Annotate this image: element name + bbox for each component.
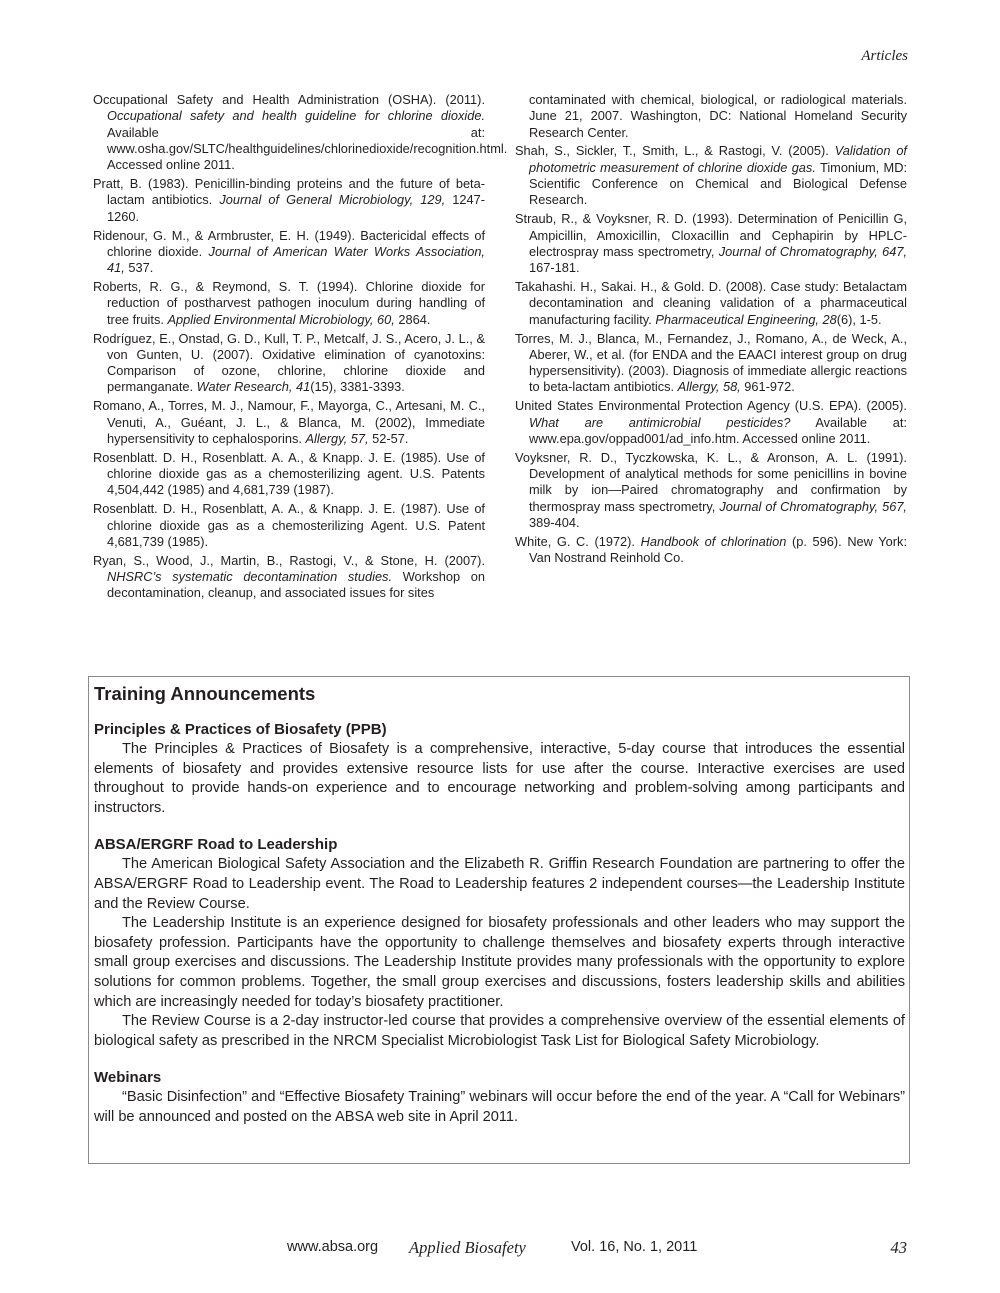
page-number: 43 [890, 1238, 907, 1257]
leadership-heading: ABSA/ERGRF Road to Leadership [94, 836, 338, 854]
section-label: Articles [861, 48, 908, 64]
leadership-paragraph-2: The Leadership Institute is an experience designed for biosafety professionals and other leaders who may support the biosafety profession. Participants have the opportunity to challenge themselves and biosafety experts through interactive small group exercises and discussions. The Leadership Institute provides many professionals with the opportunity to explore solutions for common problems. Together, the small group exercises and discussions, fosters leadership skills and abilities which are increasingly needed for today’s biosafety practitioner. [94, 915, 905, 1010]
webinars-section [94, 1068, 905, 1127]
footer-journal-title: Applied Biosafety [409, 1238, 526, 1257]
reference-item: Rosenblatt. D. H., Rosenblatt, A. A., & Knapp. J. E. (1987). Use of chlorine dioxide gas as a chemosterilizing Agent. U.S. Patent 4,681,739 (1985). [93, 501, 485, 549]
reference-item: Rosenblatt. D. H., Rosenblatt. A. A., & Knapp. J. E. (1985). Use of chlorine dioxide gas as a chemosterilizing agent. U.S. Patents 4,504,442 (1985) and 4,681,739 (1987). [93, 449, 485, 498]
references-right-column [515, 92, 907, 569]
reference-item: Torres, M. J., Blanca, M., Fernandez, J., Romano, A., de Weck, A., Aberer, W., et al. (for ENDA and the EAACI interest group on drug hypersensitivity). (2003). Diagnosis of immediate allergic reactions to beta-lactam antibiotics. Allergy, 58, 961-972. [515, 330, 907, 395]
footer-url: www.absa.org [287, 1239, 379, 1255]
reference-item: Pratt, B. (1983). Penicillin-binding proteins and the future of beta-lactam antibiotics. Journal of General Microbiology, 129, 1247-1260. [93, 176, 485, 224]
ppb-paragraph: The Principles & Practices of Biosafety is a comprehensive, interactive, 5-day course that introduces the essential elements of biosafety and provides extensive resource lists for use after the course. Interactive exercises are used throughout to provide hands-on experience and to encourage networking and problem-solving among participants and instructors. [94, 741, 905, 816]
reference-item: Roberts, R. G., & Reymond, S. T. (1994). Chlorine dioxide for reduction of postharvest pathogen inoculum during handling of tree fruits. Applied Environmental Microbiology, 60, 2864. [93, 279, 485, 327]
leadership-section [94, 835, 905, 1051]
training-title: Training Announcements [94, 683, 316, 704]
webinars-paragraph: “Basic Disinfection” and “Effective Biosafety Training” webinars will occur before the end of the year. A “Call for Webinars” will be announced and posted on the ABSA web site in April 2011. [94, 1089, 905, 1125]
footer-volume: Vol. 16, No. 1, 2011 [571, 1239, 698, 1255]
reference-item: Shah, S., Sickler, T., Smith, L., & Rastogi, V. (2005). Validation of photometric measurement of chlorine dioxide gas. Timonium, MD: Scientific Conference on Chemical and Biological Defense Research. [515, 143, 907, 208]
reference-item: Voyksner, R. D., Tyczkowska, K. L., & Aronson, A. L. (1991). Development of analytical methods for some penicillins in bovine milk by ion—Paired chromatography and confirmation by thermospray mass spectrometry, Journal of Chromatography, 567, 389-404. [515, 449, 907, 530]
reference-item: Straub, R., & Voyksner, R. D. (1993). Determination of Penicillin G, Ampicillin, Amoxicillin, Cloxacillin and Cephapirin by HPLC-electrospray mass spectrometry, Journal of Chromatography, 647, 167-181. [515, 211, 907, 276]
reference-item: Takahashi. H., Sakai. H., & Gold. D. (2008). Case study: Betalactam decontamination and cleaning validation of a pharmaceutical manufacturing facility. Pharmaceutical Engineering, 28(6), 1-5. [515, 279, 907, 327]
page-footer [0, 1238, 1000, 1262]
reference-item: Ridenour, G. M., & Armbruster, E. H. (1949). Bactericidal effects of chlorine dioxide. Journal of American Water Works Association, 41, 537. [93, 227, 485, 276]
references-left-column [93, 92, 508, 604]
reference-item-continued: contaminated with chemical, biological, or radiological materials. June 21, 2007. Washington, DC: National Homeland Security Research Center. [529, 92, 907, 140]
ppb-heading: Principles & Practices of Biosafety (PPB) [94, 721, 387, 738]
training-announcements-box [88, 676, 910, 1164]
reference-item: Romano, A., Torres, M. J., Namour, F., Mayorga, C., Artesani, M. C., Venuti, A., Guéant, J. L., & Blanca, M. (2002), Immediate hypersensitivity to cephalosporins. Allergy, 57, 52-57. [93, 398, 485, 446]
reference-item: White, G. C. (1972). Handbook of chlorination (p. 596). New York: Van Nostrand Reinhold Co. [515, 533, 908, 566]
leadership-paragraph-1: The American Biological Safety Association and the Elizabeth R. Griffin Research Foundation are partnering to offer the ABSA/ERGRF Road to Leadership event. The Road to Leadership features 2 independent courses—the Leadership Institute and the Review Course. [94, 856, 905, 912]
ppb-section [94, 720, 905, 818]
reference-item: Occupational Safety and Health Administration (OSHA). (2011). Occupational safety and health guideline for chlorine dioxide. Available at: www.osha.gov/SLTC/healthguidelines/chlorinedioxide/recognition.html. Accessed online 2011. [93, 92, 508, 173]
reference-item: United States Environmental Protection Agency (U.S. EPA). (2005). What are antimicrobial pesticides? Available at: www.epa.gov/oppad001/ad_info.htm. Accessed online 2011. [515, 398, 907, 446]
reference-item: Rodríguez, E., Onstad, G. D., Kull, T. P., Metcalf, J. S., Acero, J. L., & von Gunten, U. (2007). Oxidative elimination of cyanotoxins: Comparison of ozone, chlorine, chlorine dioxide and permanganate. Water Research, 41(15), 3381-3393. [93, 330, 485, 395]
leadership-paragraph-3: The Review Course is a 2-day instructor-led course that provides a comprehensive overview of the essential elements of biological safety as prescribed in the NRCM Specialist Microbiologist Task List for Biological Safety Microbiology. [94, 1013, 905, 1049]
webinars-heading: Webinars [94, 1069, 162, 1087]
reference-item: Ryan, S., Wood, J., Martin, B., Rastogi, V., & Stone, H. (2007). NHSRC’s systematic decontamination studies. Workshop on decontamination, cleanup, and associated issues for sites [93, 552, 485, 601]
